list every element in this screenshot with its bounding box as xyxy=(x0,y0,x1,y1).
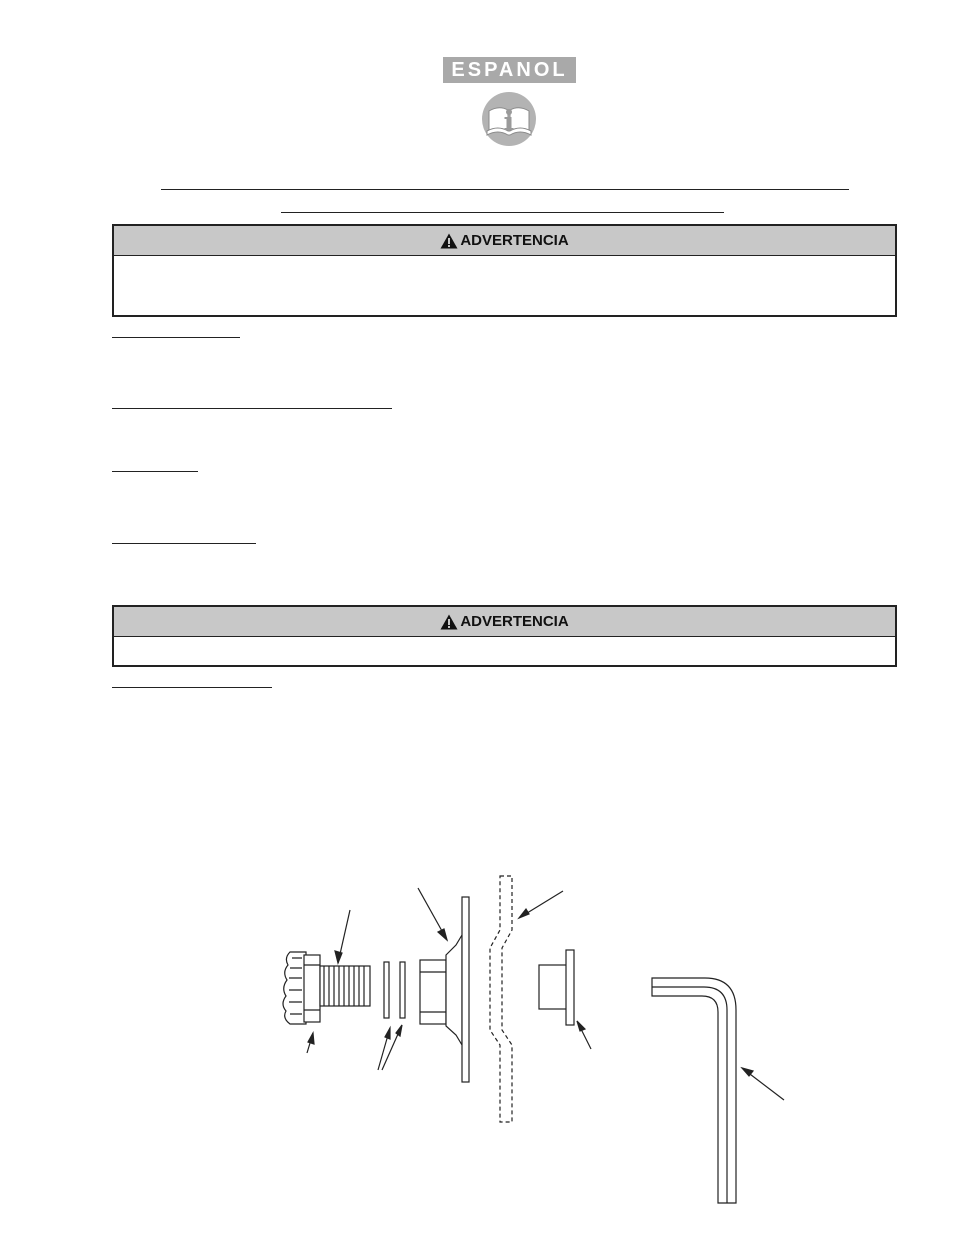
washer-parts xyxy=(384,962,405,1018)
warning-triangle-icon xyxy=(440,614,458,630)
section-heading-line-4 xyxy=(112,543,256,544)
section-heading-line-5 xyxy=(112,687,272,688)
info-book-icon xyxy=(479,91,539,147)
title-rule-2 xyxy=(281,212,724,213)
warning-title: ADVERTENCIA xyxy=(460,232,569,249)
warning-box-1 xyxy=(112,224,897,317)
title-rule-1 xyxy=(161,189,849,190)
warning-header xyxy=(114,226,895,256)
section-heading-line-1 xyxy=(112,337,240,338)
warning-header xyxy=(114,607,895,637)
section-heading-line-2 xyxy=(112,408,392,409)
bushing-part xyxy=(539,950,574,1025)
panel-dashed xyxy=(490,876,512,1122)
bolt-part xyxy=(283,952,370,1024)
warning-triangle-icon xyxy=(440,233,458,249)
hex-key-tool xyxy=(652,978,736,1203)
flange-part xyxy=(420,897,469,1082)
section-heading-line-3 xyxy=(112,471,198,472)
language-badge: ESPANOL xyxy=(443,57,576,83)
assembly-diagram xyxy=(265,868,795,1213)
warning-box-2 xyxy=(112,605,897,667)
warning-title: ADVERTENCIA xyxy=(460,613,569,630)
